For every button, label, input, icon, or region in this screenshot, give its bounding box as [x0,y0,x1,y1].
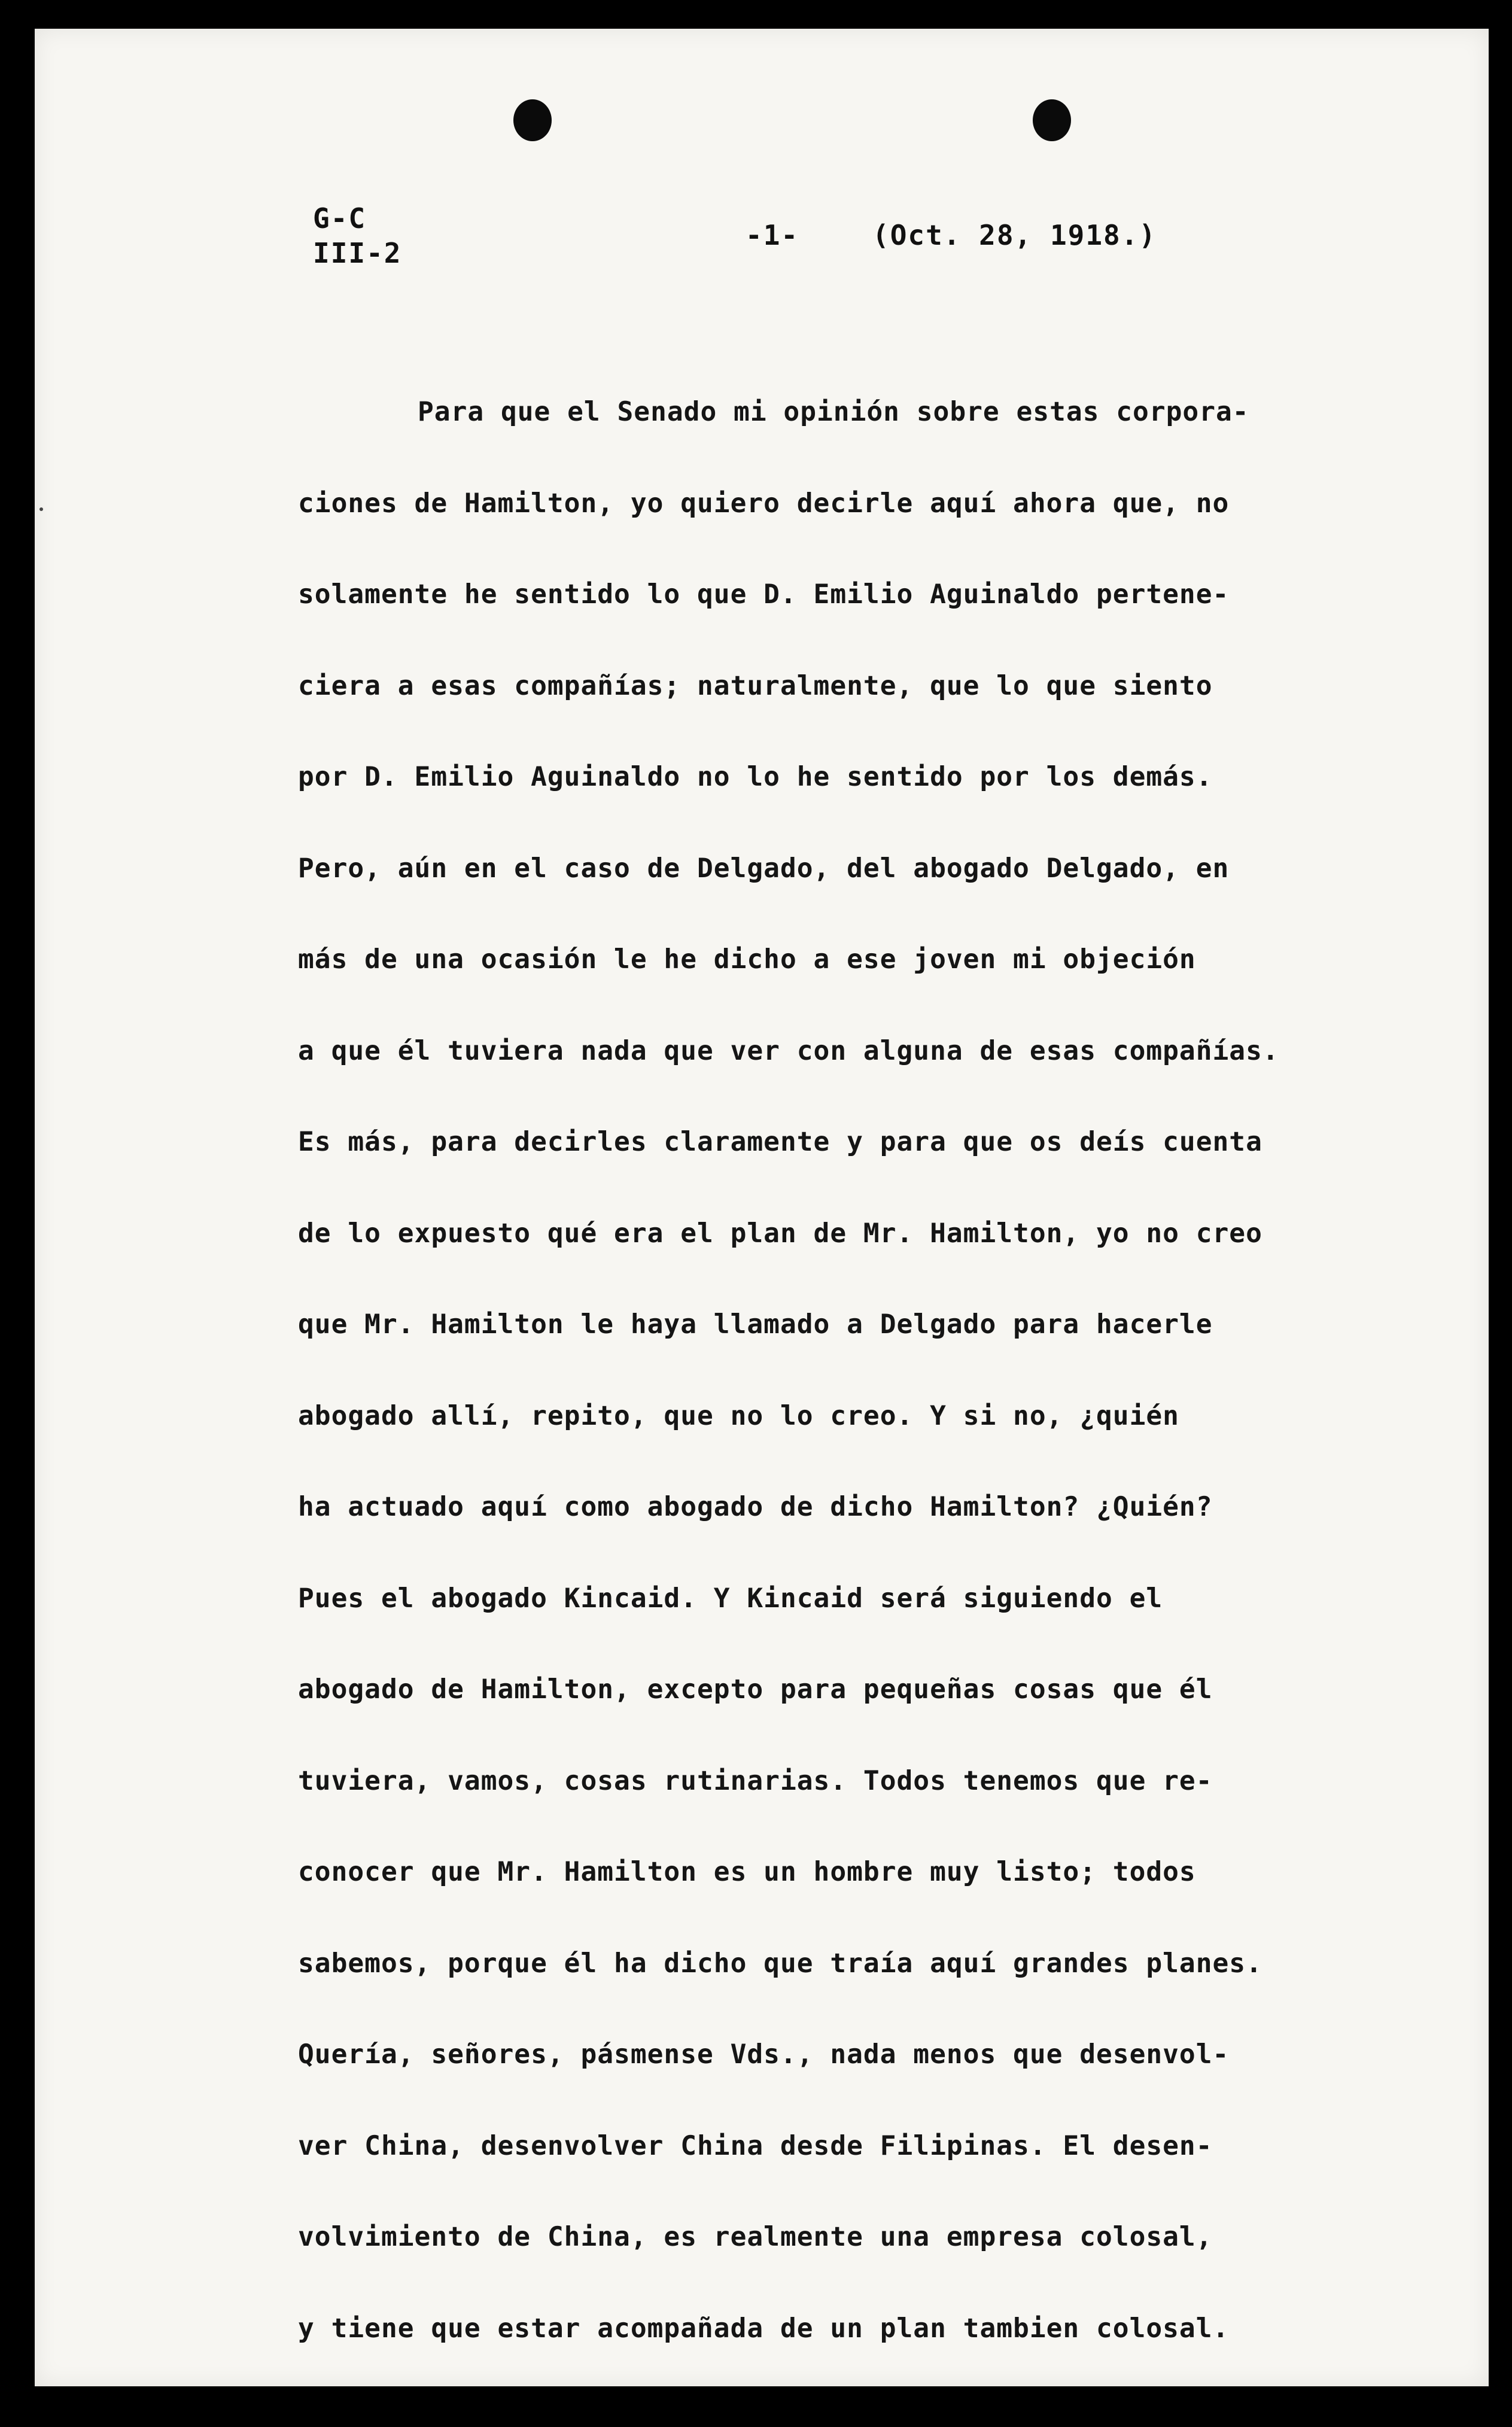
body-line: ver China, desenvolver China desde Filipinas. El desen- [298,2130,1213,2161]
body-line: solamente he sentido lo que D. Emilio Aguinaldo pertene- [298,579,1230,610]
body-line: Quería, señores, pásmense Vds., nada menos que desenvol- [298,2039,1230,2070]
body-line: Para que el Senado mi opinión sobre estas corpora- [418,397,1249,427]
body-line: que Mr. Hamilton le haya llamado a Delgado para hacerle [298,1309,1213,1340]
body-line: ciera a esas compañías; naturalmente, que lo que siento [298,670,1213,701]
punch-hole-right [1033,99,1071,141]
body-line: ciones de Hamilton, yo quiero decirle aquí ahora que, no [298,488,1230,519]
document-page [35,29,1489,2386]
body-line: volvimiento de China, es realmente una empresa colosal, [298,2222,1213,2252]
typewritten-body [298,367,1423,2374]
margin-dot [39,507,43,511]
body-line: a que él tuviera nada que ver con alguna de esas compañías. [298,1035,1279,1066]
body-line: más de una ocasión le he dicho a ese joven mi objeción [298,944,1196,975]
body-line: y tiene que estar acompañada de un plan tambien colosal. [298,2313,1230,2344]
document-code-line1: G-C [313,202,367,235]
body-line: de lo expuesto qué era el plan de Mr. Hamilton, yo no creo [298,1218,1262,1249]
body-line: abogado de Hamilton, excepto para pequeñas cosas que él [298,1674,1213,1705]
document-date: (Oct. 28, 1918.) [872,219,1157,251]
body-line: por D. Emilio Aguinaldo no lo he sentido por los demás. [298,762,1213,792]
document-code-line2: III-2 [313,237,402,269]
body-line: tuviera, vamos, cosas rutinarias. Todos tenemos que re- [298,1765,1213,1796]
page-number: -1- [746,219,799,251]
body-line: abogado allí, repito, que no lo creo. Y si no, ¿quién [298,1400,1179,1431]
body-line: Pero, aún en el caso de Delgado, del abogado Delgado, en [298,853,1230,884]
body-line: conocer que Mr. Hamilton es un hombre muy listo; todos [298,1857,1196,1887]
body-line: Pues el abogado Kincaid. Y Kincaid será siguiendo el [298,1583,1163,1614]
body-line: Es más, para decirles claramente y para que os deís cuenta [298,1127,1262,1157]
body-line: ha actuado aquí como abogado de dicho Hamilton? ¿Quién? [298,1492,1213,1522]
body-line: sabemos, porque él ha dicho que traía aquí grandes planes. [298,1948,1262,1979]
punch-hole-left [513,99,552,141]
